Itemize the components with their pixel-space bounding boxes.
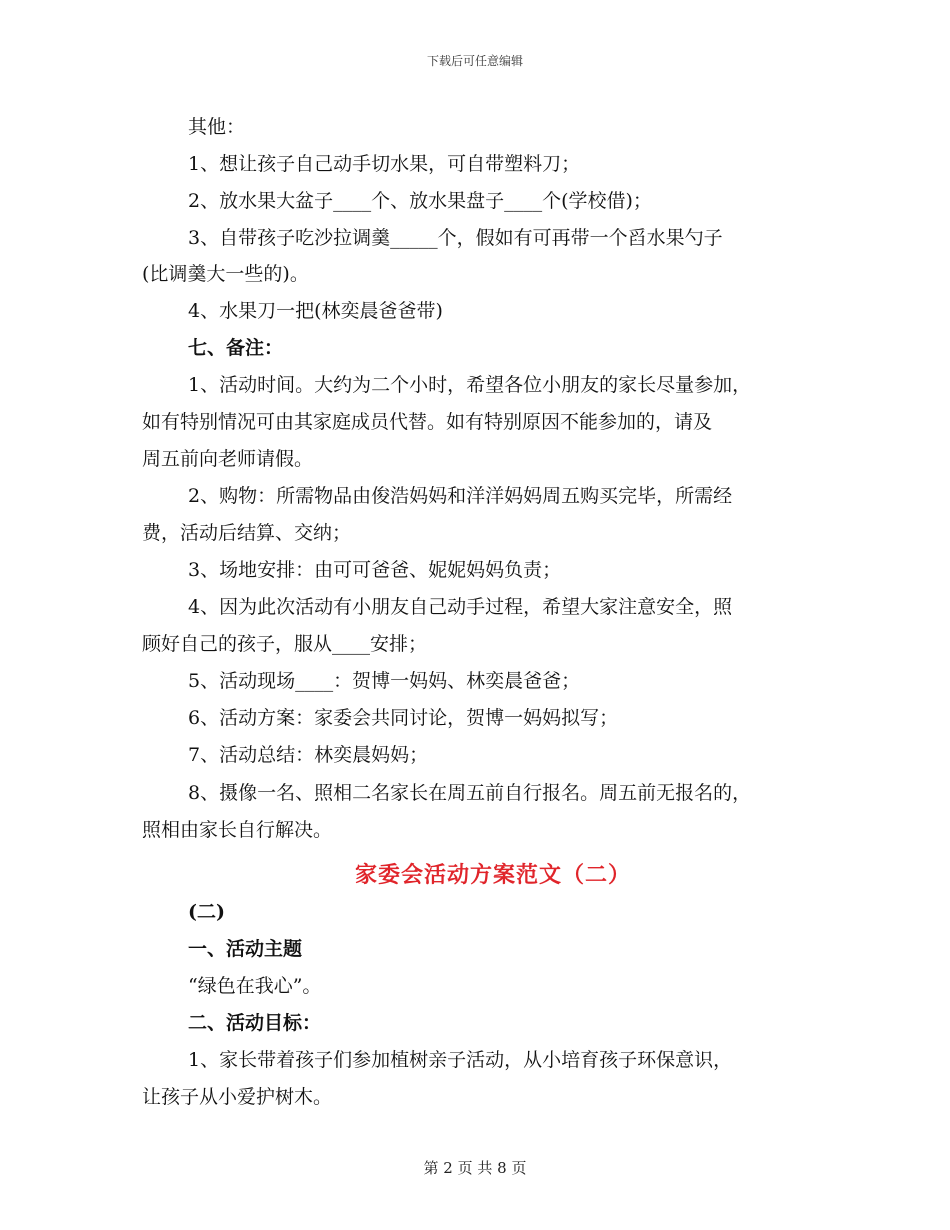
text-line: 5、活动现场____：贺博一妈妈、林奕晨爸爸； bbox=[188, 670, 581, 692]
section-label: (二) bbox=[188, 901, 225, 923]
text-line: 3、自带孩子吃沙拉调羹_____个，假如有可再带一个舀水果勺子 bbox=[188, 227, 723, 249]
text-line: 费，活动后结算、交纳； bbox=[142, 522, 352, 544]
page-header: 下载后可任意编辑 bbox=[426, 54, 523, 68]
text-line: 照相由家长自行解决。 bbox=[142, 819, 333, 841]
text-line: 让孩子从小爱护树木。 bbox=[142, 1086, 333, 1108]
section-heading: 二、活动目标： bbox=[188, 1012, 322, 1034]
section-heading: 七、备注： bbox=[188, 337, 284, 359]
text-line: 3、场地安排：由可可爸爸、妮妮妈妈负责； bbox=[188, 559, 562, 581]
text-line: 4、水果刀一把(林奕晨爸爸带) bbox=[188, 300, 443, 322]
section-heading: 一、活动主题 bbox=[188, 938, 303, 960]
text-line: 4、因为此次活动有小朋友自己动手过程，希望大家注意安全，照 bbox=[188, 596, 733, 618]
text-line: 顾好自己的孩子，服从____安排； bbox=[142, 633, 428, 655]
text-line: (比调羹大一些的)。 bbox=[142, 263, 309, 285]
text-line: 1、家长带着孩子们参加植树亲子活动，从小培育孩子环保意识， bbox=[188, 1049, 733, 1071]
text-line: 2、放水果大盆子____个、放水果盘子____个(学校借)； bbox=[188, 190, 652, 212]
text-line: 2、购物：所需物品由俊浩妈妈和洋洋妈妈周五购买完毕，所需经 bbox=[188, 485, 733, 507]
text-line: 7、活动总结：林奕晨妈妈； bbox=[188, 744, 429, 766]
text-line: 如有特别情况可由其家庭成员代替。如有特别原因不能参加的，请及 bbox=[142, 411, 713, 433]
section-title: 家委会活动方案范文（二） bbox=[354, 862, 631, 888]
text-line: 6、活动方案：家委会共同讨论，贺博一妈妈拟写； bbox=[188, 707, 619, 729]
text-line: “绿色在我心”。 bbox=[188, 975, 322, 997]
text-line: 1、想让孩子自己动手切水果，可自带塑料刀； bbox=[188, 153, 581, 175]
page-footer: 第 2 页 共 8 页 bbox=[423, 1159, 527, 1177]
text-line: 1、活动时间。大约为二个小时，希望各位小朋友的家长尽量参加， bbox=[188, 374, 752, 396]
text-line: 8、摄像一名、照相二名家长在周五前自行报名。周五前无报名的， bbox=[188, 782, 752, 804]
text-line: 周五前向老师请假。 bbox=[142, 448, 314, 470]
text-line: 其他： bbox=[188, 116, 246, 138]
